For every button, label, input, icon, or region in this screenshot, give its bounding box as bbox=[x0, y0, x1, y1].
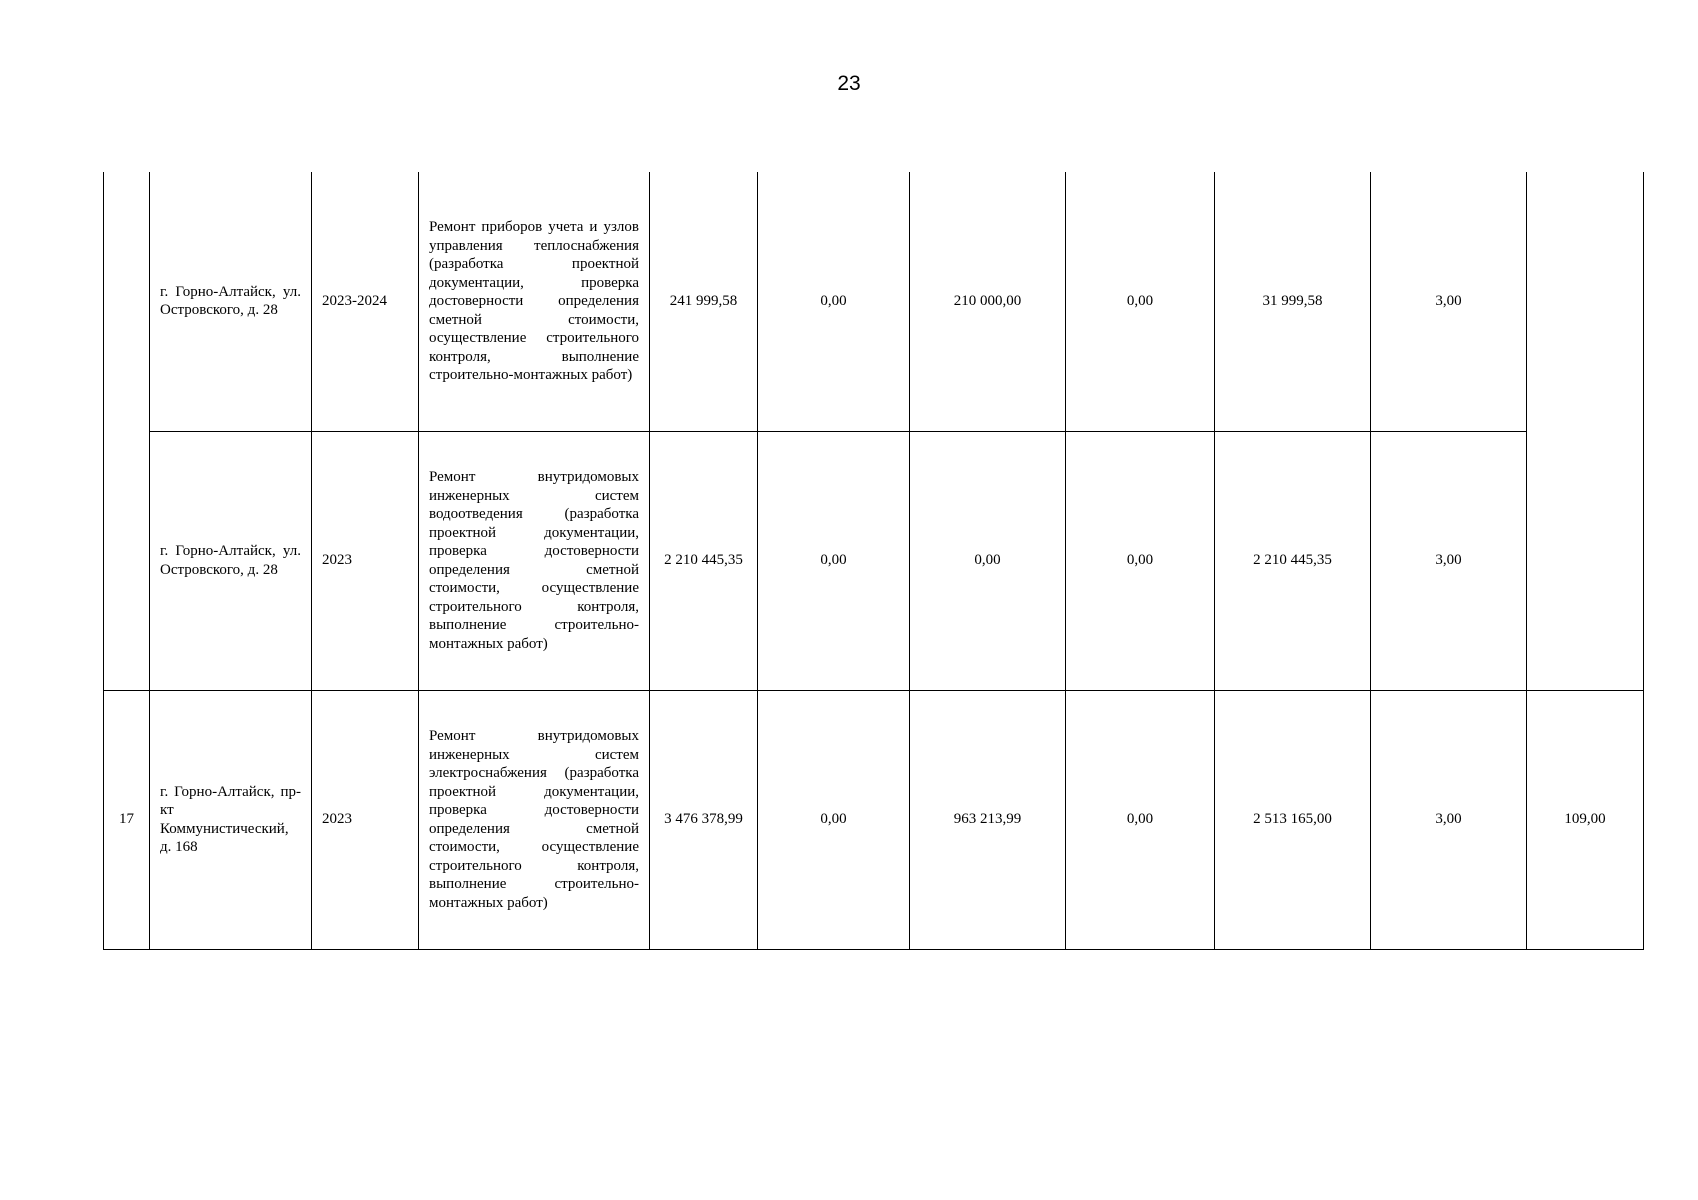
work-description-cell: Ремонт внутридомовых инженерных систем электроснабжения (разработка проектной документации, проверка достоверности определения сметной стоимости, осуществление строительного контроля, выполнение строительно-монтажных работ) bbox=[419, 690, 650, 949]
value-cell-3: 0,00 bbox=[1066, 690, 1215, 949]
page-number: 23 bbox=[837, 72, 861, 95]
total-cost-cell: 3 476 378,99 bbox=[650, 690, 758, 949]
period-cell: 2023 bbox=[312, 690, 419, 949]
value-cell-4: 2 210 445,35 bbox=[1215, 431, 1371, 690]
value-cell-2: 0,00 bbox=[910, 431, 1066, 690]
value-cell-2: 210 000,00 bbox=[910, 172, 1066, 431]
address-cell: г. Горно-Алтайск, пр-кт Коммунистический, д. 168 bbox=[150, 690, 312, 949]
value-cell-4: 31 999,58 bbox=[1215, 172, 1371, 431]
period-cell: 2023 bbox=[312, 431, 419, 690]
total-cost-cell: 2 210 445,35 bbox=[650, 431, 758, 690]
period-cell: 2023-2024 bbox=[312, 172, 419, 431]
value-cell-3: 0,00 bbox=[1066, 172, 1215, 431]
value-cell-6: 109,00 bbox=[1527, 690, 1644, 949]
total-cost-cell: 241 999,58 bbox=[650, 172, 758, 431]
repair-works-table bbox=[103, 172, 1644, 950]
value-cell-3: 0,00 bbox=[1066, 431, 1215, 690]
work-description-cell: Ремонт приборов учета и узлов управления теплоснабжения (разработка проектной документации, проверка достоверности определения сметной стоимости, осуществление строительного контроля, выполнение строительно-монтажных работ) bbox=[419, 172, 650, 431]
table-row bbox=[104, 431, 1644, 690]
value-cell-1: 0,00 bbox=[758, 690, 910, 949]
table-row bbox=[104, 172, 1644, 431]
value-cell-5: 3,00 bbox=[1371, 431, 1527, 690]
value-cell-1: 0,00 bbox=[758, 431, 910, 690]
value-cell-5: 3,00 bbox=[1371, 172, 1527, 431]
row-number-cell bbox=[104, 172, 150, 690]
value-cell-4: 2 513 165,00 bbox=[1215, 690, 1371, 949]
value-cell-1: 0,00 bbox=[758, 172, 910, 431]
value-cell-5: 3,00 bbox=[1371, 690, 1527, 949]
value-cell-6 bbox=[1527, 172, 1644, 690]
work-description-cell: Ремонт внутридомовых инженерных систем водоотведения (разработка проектной документации, проверка достоверности определения сметной стоимости, осуществление строительного контроля, выполнение строительно-монтажных работ) bbox=[419, 431, 650, 690]
address-cell: г. Горно-Алтайск, ул. Островского, д. 28 bbox=[150, 172, 312, 431]
table-row bbox=[104, 690, 1644, 949]
address-cell: г. Горно-Алтайск, ул. Островского, д. 28 bbox=[150, 431, 312, 690]
value-cell-2: 963 213,99 bbox=[910, 690, 1066, 949]
row-number-cell: 17 bbox=[104, 690, 150, 949]
